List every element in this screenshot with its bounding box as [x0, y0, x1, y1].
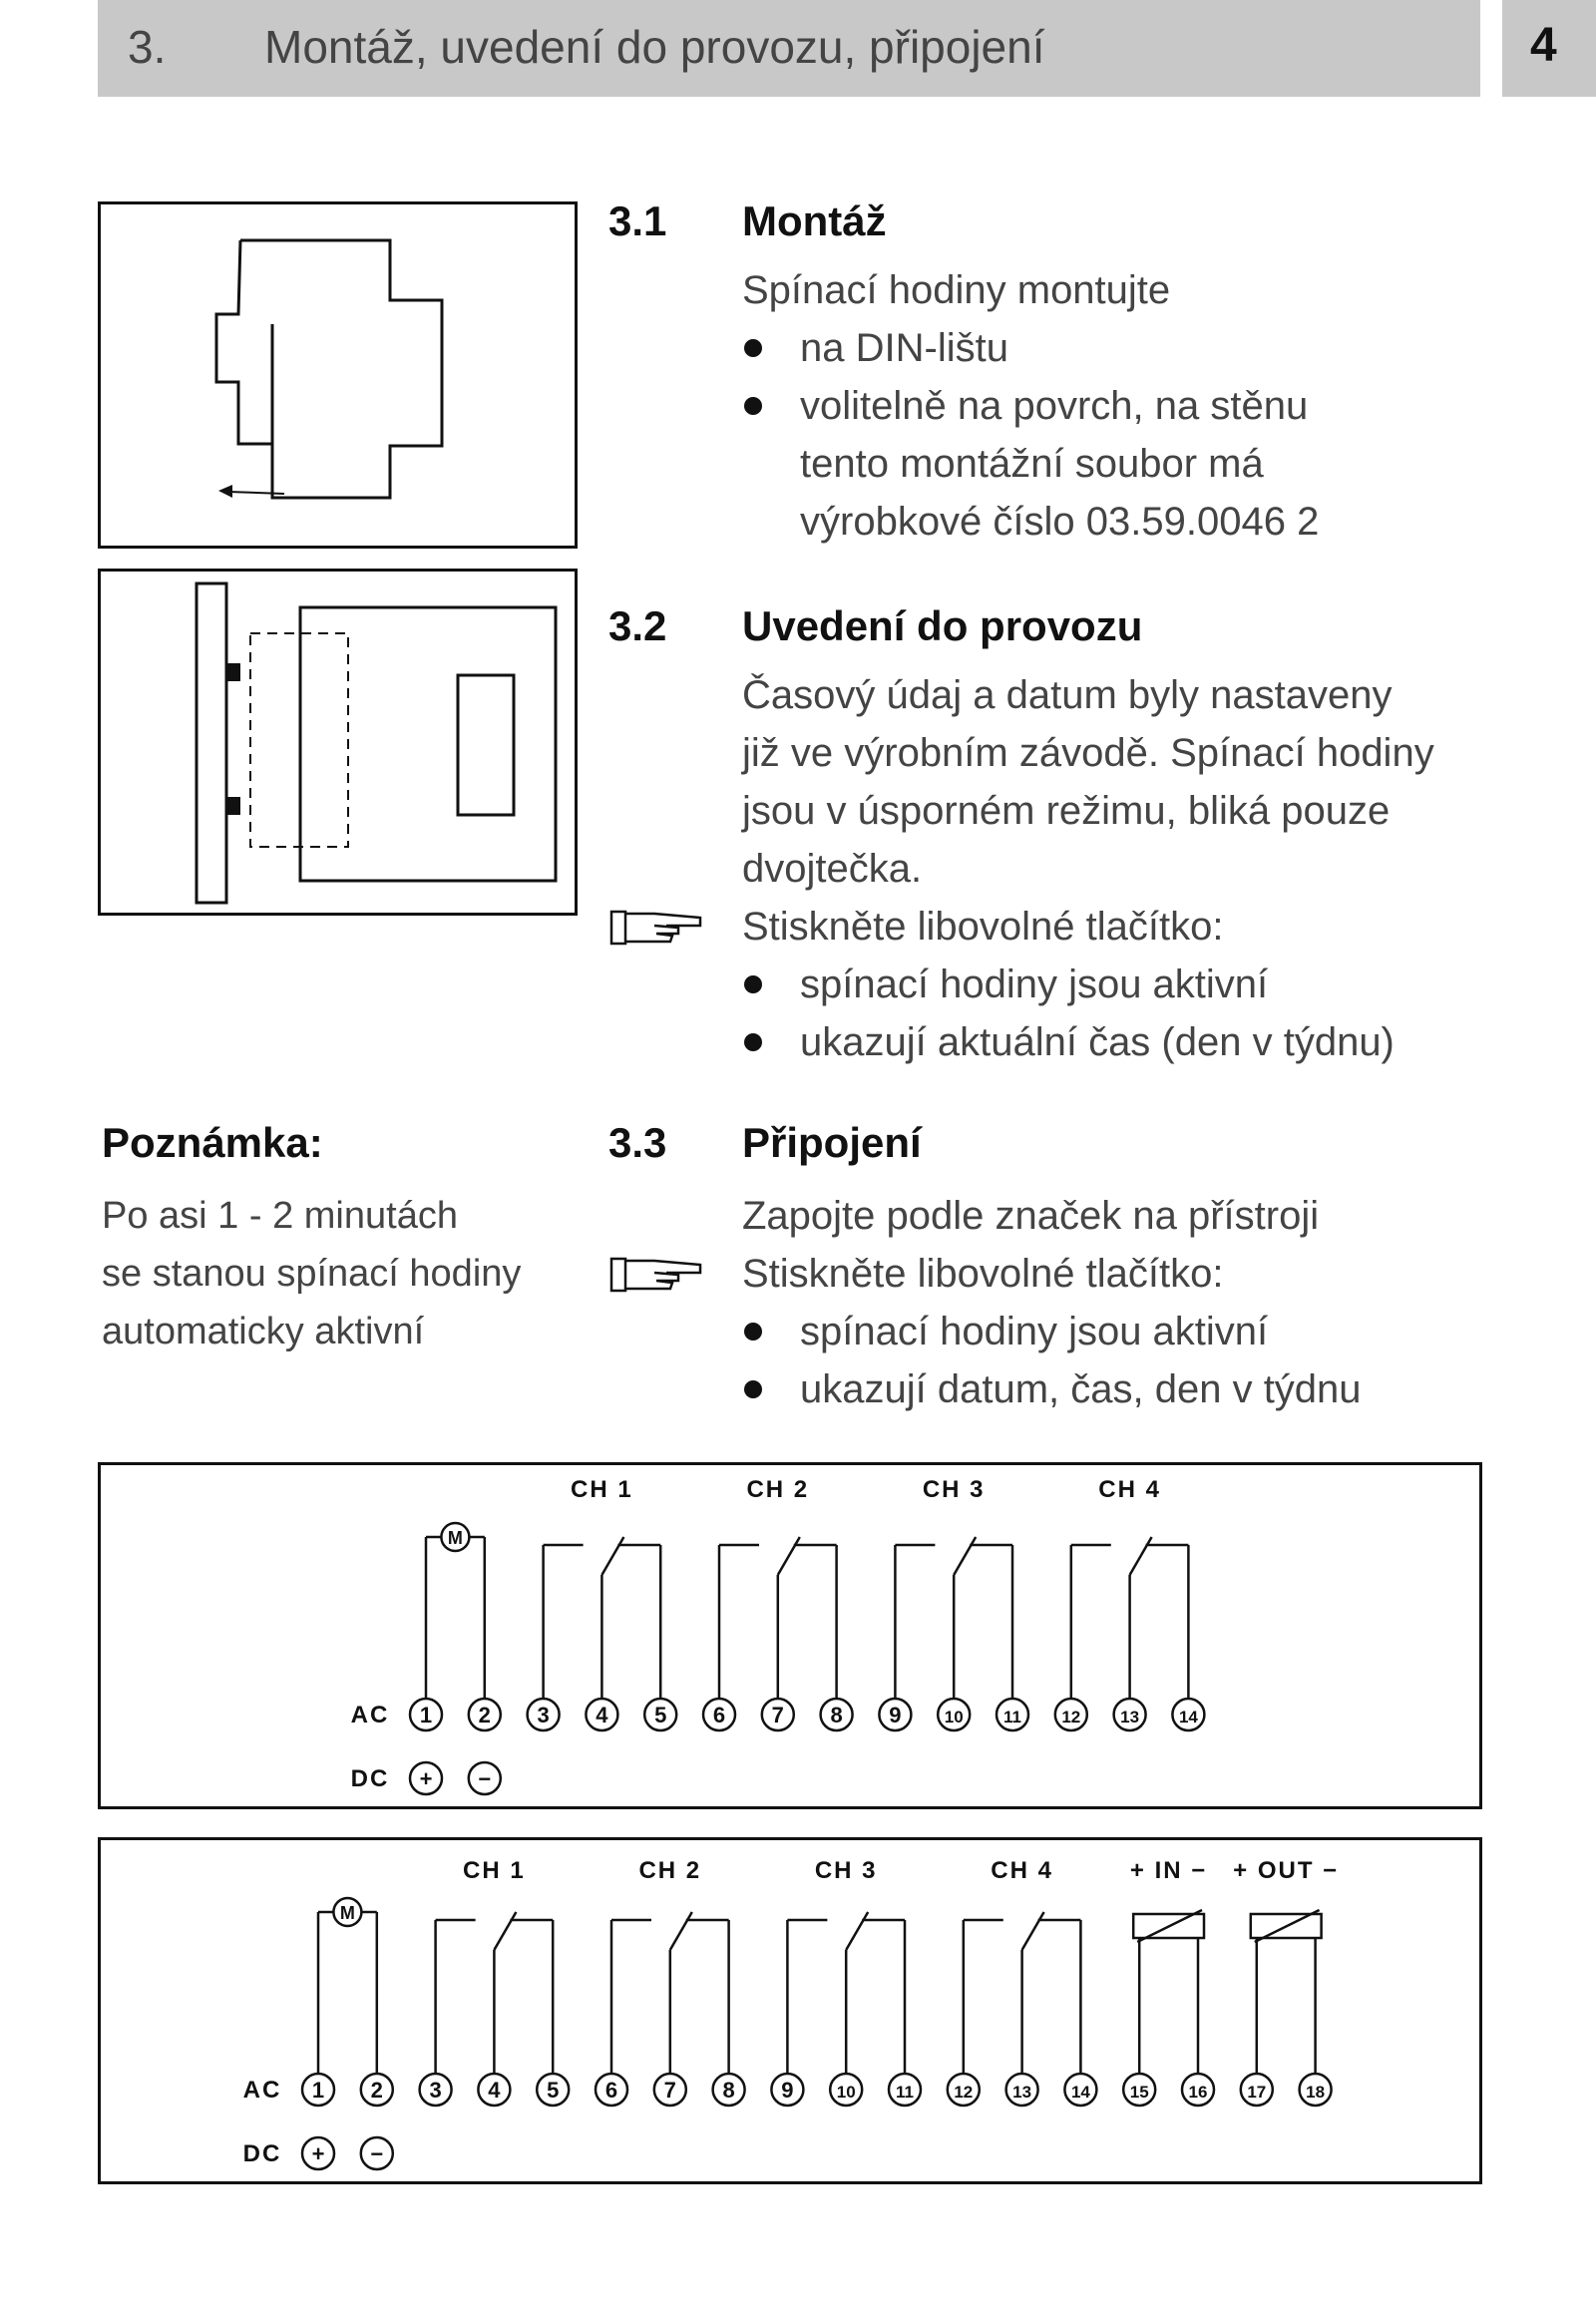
terminal-label: 6 [604, 2078, 618, 2103]
section-3-3-bullet [800, 1360, 1362, 1418]
bullet-dot-icon [744, 397, 762, 415]
section-3-1-bullet [800, 377, 1308, 435]
bullet-text: na DIN-lištu [800, 326, 1008, 370]
wire-line [1130, 1537, 1152, 1575]
page-number-box [1502, 0, 1596, 97]
terminal-label: 1 [419, 1703, 433, 1728]
dc-label: DC [350, 1765, 390, 1792]
dc-label: DC [242, 2140, 282, 2167]
section-3-3-bullet [800, 1303, 1268, 1360]
terminal-label: 3 [429, 2078, 442, 2103]
section-3-3-intro: Zapojte podle značek na přístroji [742, 1194, 1320, 1238]
channel-label: CH 1 [463, 1857, 526, 1884]
section-3-2-title: Uvedení do provozu [742, 602, 1143, 649]
wiring-diagram-1-drawing [101, 1465, 1485, 1812]
note-title: Poznámka: [102, 1119, 323, 1166]
wall-mounting-figure [98, 569, 578, 916]
wire-line [494, 1912, 516, 1950]
terminal-label: 17 [1247, 2083, 1267, 2102]
terminal-label: 16 [1188, 2083, 1208, 2102]
pointing-hand-icon [608, 1251, 704, 1297]
terminal-label: 5 [547, 2078, 560, 2103]
section-3-1-intro: Spínací hodiny montujte [742, 268, 1171, 312]
section-3-3-hint: Stiskněte libovolné tlačítko: [742, 1252, 1224, 1296]
terminal-label: 14 [1178, 1708, 1198, 1727]
section-3-2-paragraph-line: již ve výrobním závodě. Spínací hodiny [742, 731, 1434, 775]
page-number: 4 [1530, 19, 1557, 72]
terminal-label: 2 [370, 2078, 383, 2103]
bullet-dot-icon [744, 1380, 762, 1398]
note-line: se stanou spínací hodiny [102, 1253, 522, 1295]
section-3-2-paragraph-line: Časový údaj a datum byly nastaveny [742, 673, 1393, 717]
wiring-diagram-4-channel [98, 1462, 1482, 1809]
terminal-label: + [419, 1766, 433, 1791]
terminal-label: 18 [1306, 2083, 1326, 2102]
terminal-label: 5 [654, 1703, 667, 1728]
wire-line [954, 1537, 976, 1575]
bullet-text: ukazují aktuální čas (den v týdnu) [800, 1020, 1395, 1064]
wire-line [778, 1537, 800, 1575]
channel-label: CH 4 [991, 1857, 1053, 1884]
section-3-2-paragraph-line: dvojtečka. [742, 847, 923, 891]
section-3-1-title: Montáž [742, 197, 887, 244]
terminal-label: − [478, 1766, 492, 1791]
wiring-diagram-2-drawing [101, 1840, 1485, 2187]
wall-mounting-drawing [101, 572, 581, 919]
terminal-label: 10 [944, 1708, 964, 1727]
chapter-title: Montáž, uvedení do provozu, připojení [264, 21, 1045, 73]
terminal-label: 12 [954, 2083, 974, 2102]
din-rail-mounting-figure [98, 201, 578, 549]
terminal-label: 7 [771, 1703, 784, 1728]
section-3-1-continuation: výrobkové číslo 03.59.0046 2 [800, 500, 1320, 544]
channel-label: CH 3 [922, 1476, 986, 1503]
terminal-label: 11 [1003, 1708, 1021, 1727]
terminal-label: 13 [1120, 1708, 1140, 1727]
chapter-number: 3. [128, 21, 167, 73]
channel-label: CH 2 [638, 1857, 702, 1884]
io-label: + OUT − [1233, 1857, 1340, 1884]
channel-label: CH 3 [814, 1857, 878, 1884]
terminal-label: 8 [722, 2078, 735, 2103]
section-3-1-number: 3.1 [608, 197, 667, 244]
note-line: Po asi 1 - 2 minutách [102, 1195, 458, 1237]
terminal-label: 6 [712, 1703, 726, 1728]
terminal-label: 7 [663, 2078, 676, 2103]
section-3-2-paragraph-line: jsou v úsporném režimu, bliká pouze [742, 789, 1391, 833]
wire-line [670, 1912, 692, 1950]
terminal-label: 9 [889, 1703, 902, 1728]
terminal-label: 14 [1070, 2083, 1090, 2102]
terminal-label: 3 [537, 1703, 550, 1728]
terminal-label: 1 [311, 2078, 325, 2103]
terminal-label: 4 [596, 1703, 608, 1728]
pointing-hand-icon [608, 904, 704, 950]
bullet-dot-icon [744, 975, 762, 993]
wire-line [1022, 1912, 1044, 1950]
ac-label: AC [242, 2077, 282, 2104]
channel-label: CH 1 [571, 1476, 633, 1503]
terminal-label: 10 [836, 2083, 856, 2102]
wire-line [846, 1912, 868, 1950]
bullet-dot-icon [744, 1323, 762, 1341]
terminal-label: + [311, 2141, 325, 2166]
channel-label: CH 4 [1098, 1476, 1161, 1503]
terminal-label: 8 [830, 1703, 843, 1728]
ac-label: AC [350, 1702, 390, 1729]
terminal-label: 15 [1129, 2083, 1149, 2102]
section-3-2-bullet [800, 956, 1268, 1013]
channel-label: CH 2 [746, 1476, 810, 1503]
terminal-label: 4 [488, 2078, 501, 2103]
section-3-3-number: 3.3 [608, 1119, 667, 1166]
bullet-text: volitelně na povrch, na stěnu [800, 384, 1309, 428]
wire-line [601, 1537, 623, 1575]
section-3-2-bullet [800, 1013, 1395, 1071]
terminal-label: 2 [478, 1703, 491, 1728]
section-3-2-number: 3.2 [608, 602, 667, 649]
din-mounting-drawing [101, 204, 581, 552]
terminal-label: 9 [781, 2078, 794, 2103]
note-text [102, 1187, 581, 1360]
section-3-1-continuation: tento montážní soubor má [800, 442, 1264, 486]
terminal-label: − [370, 2141, 384, 2166]
section-3-3-title: Připojení [742, 1119, 922, 1166]
motor-label: M [339, 1903, 355, 1923]
io-label: + IN − [1129, 1857, 1208, 1884]
terminal-label: 13 [1012, 2083, 1032, 2102]
bullet-dot-icon [744, 339, 762, 357]
motor-label: M [447, 1528, 463, 1548]
wiring-diagram-4-channel-in-out [98, 1837, 1482, 2184]
section-3-2-hint: Stiskněte libovolné tlačítko: [742, 905, 1224, 949]
section-3-1-bullet [800, 319, 1008, 377]
terminal-label: 12 [1061, 1708, 1081, 1727]
note-line: automaticky aktivní [102, 1311, 425, 1352]
bullet-text: spínací hodiny jsou aktivní [800, 1310, 1269, 1353]
bullet-text: spínací hodiny jsou aktivní [800, 962, 1269, 1006]
bullet-text: ukazují datum, čas, den v týdnu [800, 1367, 1362, 1411]
bullet-dot-icon [744, 1033, 762, 1051]
terminal-label: 11 [896, 2083, 914, 2102]
